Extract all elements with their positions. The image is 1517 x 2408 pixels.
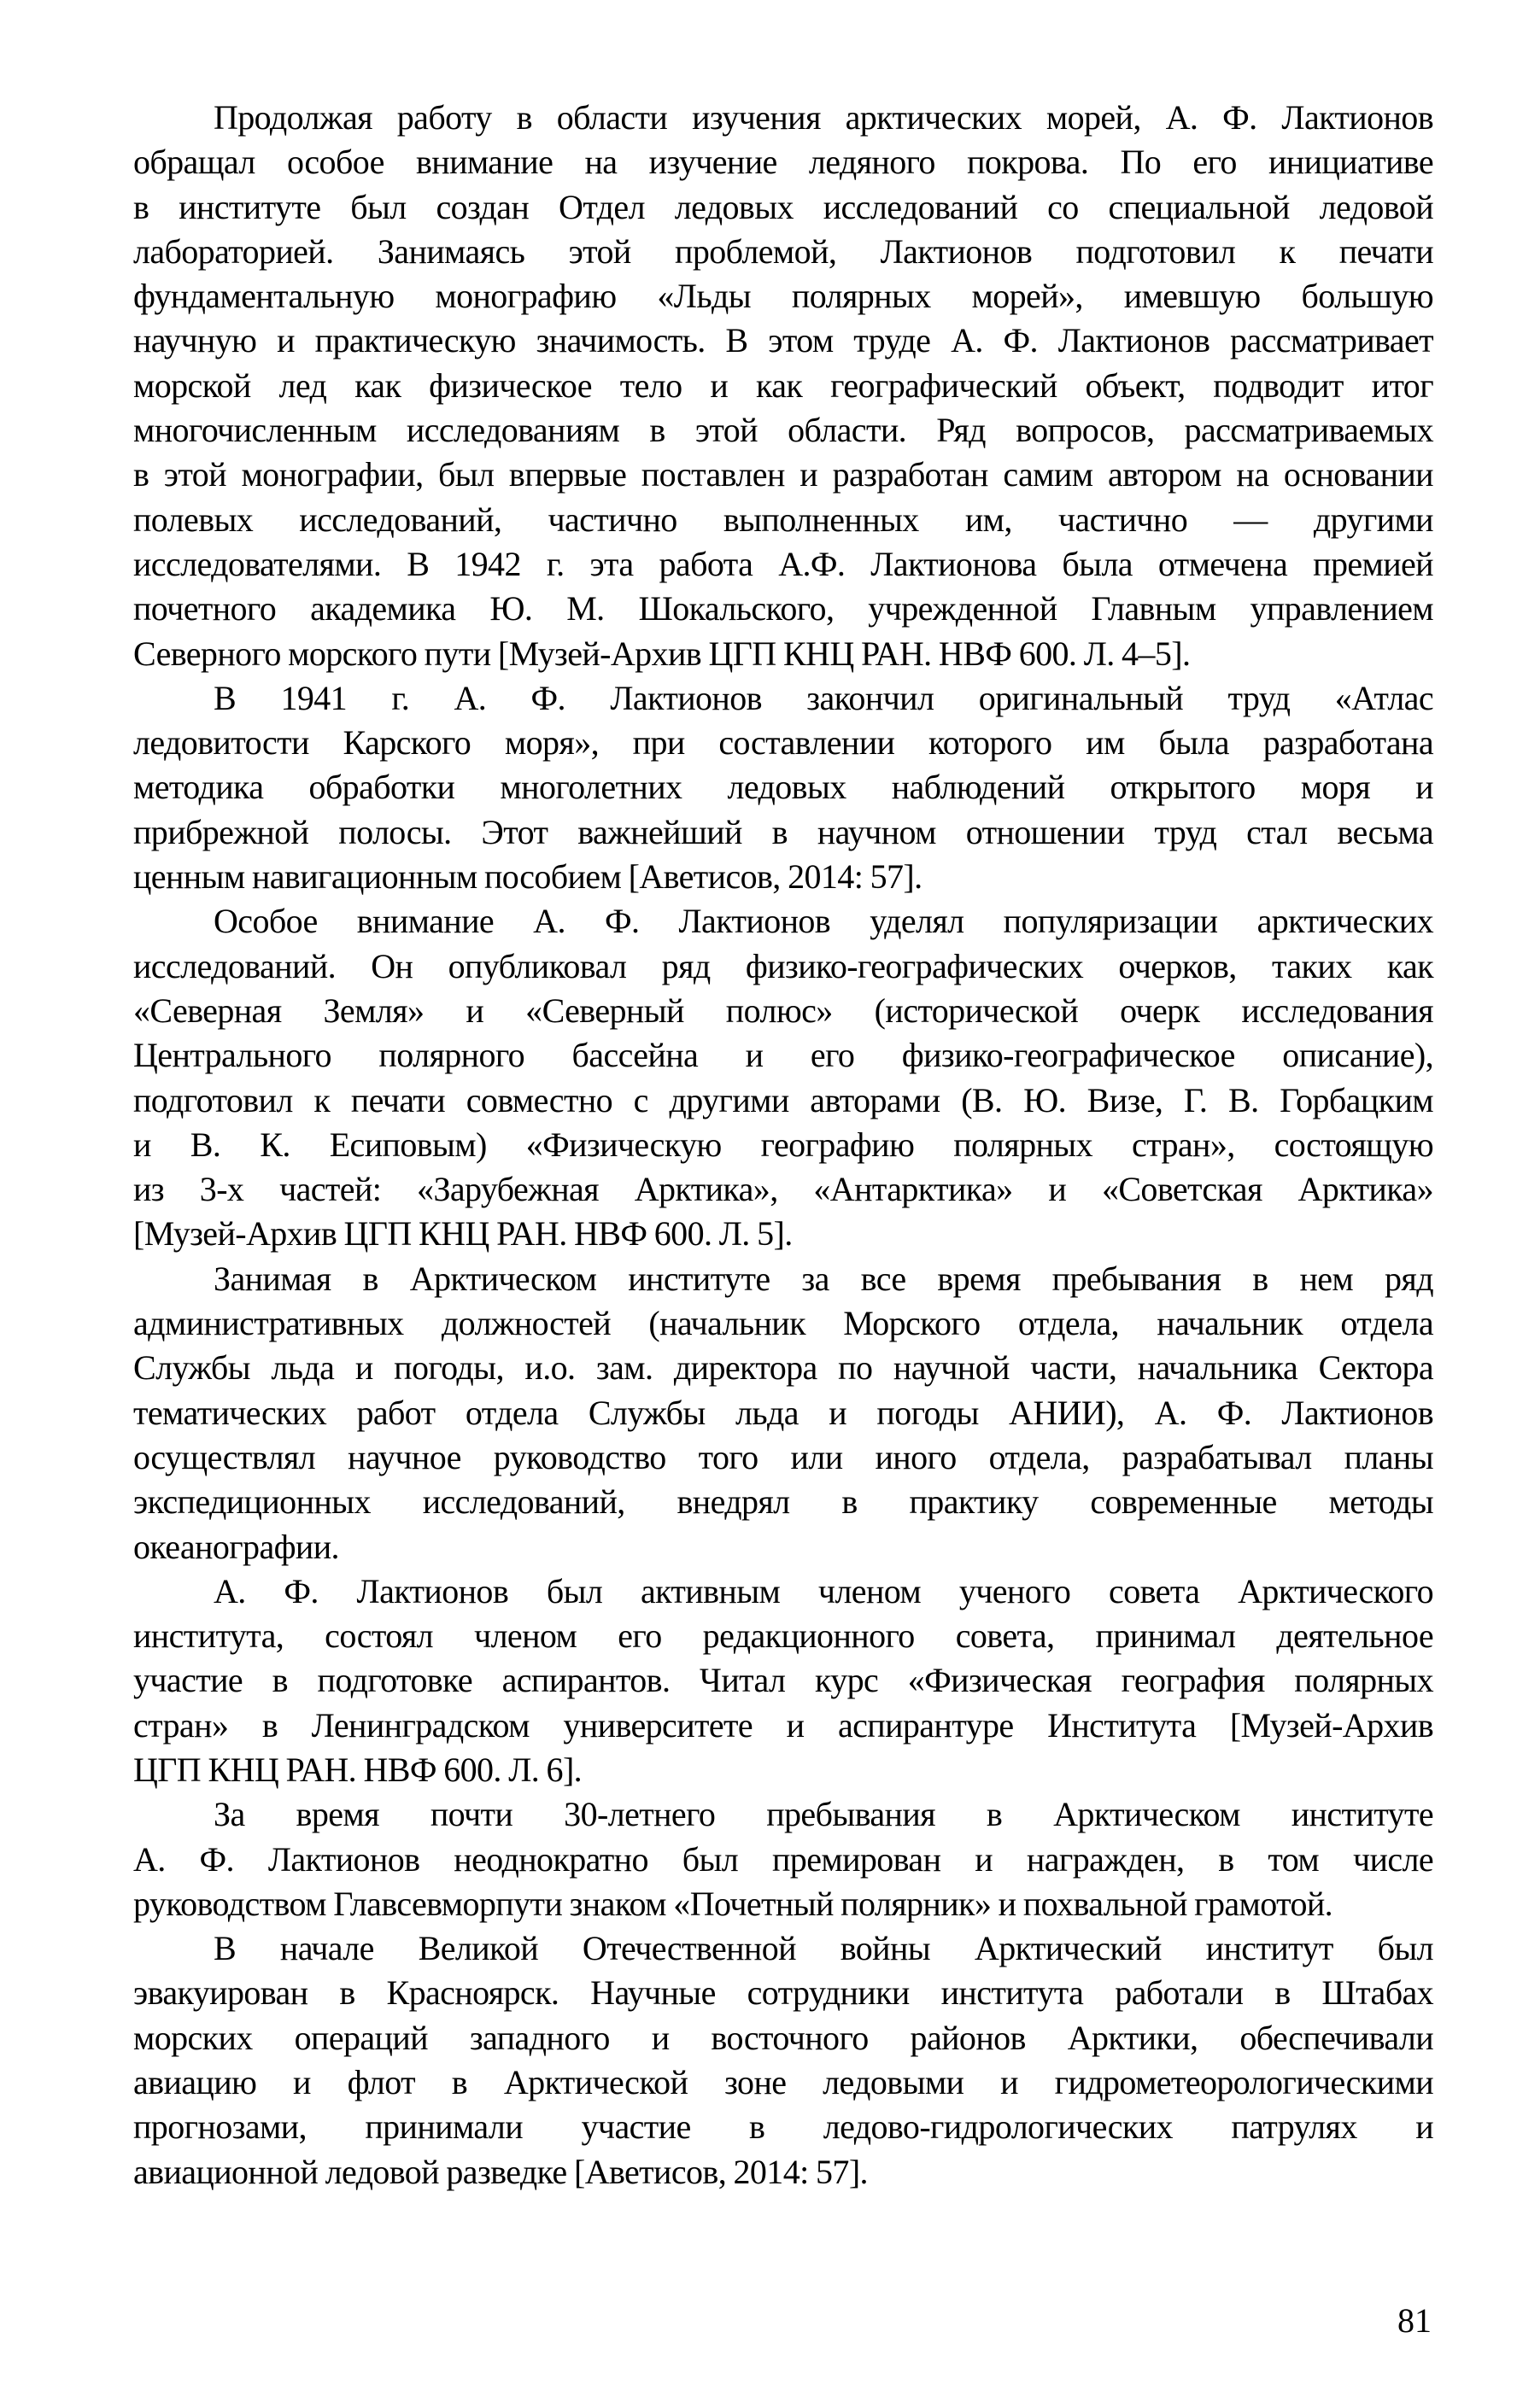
- text-line: «Северная Земля» и «Северный полюс» (исторической очерк исследования: [133, 991, 1433, 1030]
- text-line: Службы льда и погоды, и.о. зам. директора по научной части, начальника Сектора: [133, 1348, 1433, 1388]
- text-line: фундаментальную монографию «Льды полярных морей», имевшую большую: [133, 277, 1433, 316]
- text-line: авиационной ледовой разведке [Аветисов, 2014: 57].: [133, 2152, 868, 2191]
- text-line: [Музей-Архив ЦГП КНЦ РАН. НВФ 600. Л. 5].: [133, 1214, 793, 1254]
- text-line: прогнозами, принимали участие в ледово-гидрологических патрулях и: [133, 2107, 1433, 2147]
- text-line: морской лед как физическое тело и как географический объект, подводит итог: [133, 365, 1433, 405]
- text-line: исследователями. В 1942 г. эта работа А.Ф. Лактионова была отмечена премией: [133, 544, 1433, 583]
- text-line: А. Ф. Лактионов был активным членом ученого совета Арктического: [214, 1571, 1433, 1610]
- text-line: института, состоял членом его редакционного совета, принимал деятельное: [133, 1616, 1433, 1656]
- text-line: стран» в Ленинградском университете и аспирантуре Института [Музей-Архив: [133, 1705, 1433, 1745]
- text-line: экспедиционных исследований, внедрял в практику современные методы: [133, 1482, 1433, 1522]
- text-line: Особое внимание А. Ф. Лактионов уделял популяризации арктических: [214, 902, 1433, 941]
- text-line: и В. К. Есиповым) «Физическую географию полярных стран», состоящую: [133, 1125, 1433, 1164]
- text-line: тематических работ отдела Службы льда и погоды АНИИ), А. Ф. Лактионов: [133, 1393, 1433, 1432]
- paragraph: [133, 676, 1433, 899]
- text-line: Продолжая работу в области изучения арктических морей, А. Ф. Лактионов: [214, 98, 1433, 137]
- text-line: За время почти 30-летнего пребывания в Арктическом институте: [214, 1795, 1433, 1834]
- text-line: эвакуирован в Красноярск. Научные сотрудники института работали в Штабах: [133, 1973, 1433, 2013]
- text-line: многочисленным исследованиям в этой области. Ряд вопросов, рассматриваемых: [133, 411, 1433, 450]
- paragraph: [133, 899, 1433, 1256]
- text-line: осуществлял научное руководство того или иного отдела, разрабатывал планы: [133, 1437, 1433, 1476]
- text-line: исследований. Он опубликовал ряд физико-географических очерков, таких как: [133, 946, 1433, 985]
- text-line: океанографии.: [133, 1527, 339, 1566]
- text-line: ценным навигационным пособием [Аветисов, 2014: 57].: [133, 857, 922, 897]
- text-line: из 3-х частей: «Зарубежная Арктика», «Антарктика» и «Советская Арктика»: [133, 1170, 1433, 1209]
- page-body: [133, 96, 1433, 2195]
- text-line: научную и практическую значимость. В этом труде А. Ф. Лактионов рассматривает: [133, 321, 1433, 360]
- text-line: обращал особое внимание на изучение ледяного покрова. По его инициативе: [133, 143, 1433, 182]
- text-line: в этой монографии, был впервые поставлен и разработан самим автором на основании: [133, 455, 1433, 494]
- text-line: полевых исследований, частично выполненных им, частично — другими: [133, 500, 1433, 539]
- text-line: подготовил к печати совместно с другими авторами (В. Ю. Визе, Г. В. Горбацким: [133, 1080, 1433, 1119]
- text-line: лабораторией. Занимаясь этой проблемой, Лактионов подготовил к печати: [133, 231, 1433, 271]
- paragraph: [133, 96, 1433, 676]
- text-line: В начале Великой Отечественной войны Арктический институт был: [214, 1929, 1433, 1968]
- page-number: 81: [1397, 2301, 1432, 2340]
- text-line: ЦГП КНЦ РАН. НВФ 600. Л. 6].: [133, 1750, 583, 1789]
- text-line: морских операций западного и восточного районов Арктики, обеспечивали: [133, 2018, 1433, 2057]
- text-line: Северного морского пути [Музей-Архив ЦГП КНЦ РАН. НВФ 600. Л. 4–5].: [133, 634, 1191, 673]
- paragraph: [133, 1926, 1433, 2195]
- text-line: методика обработки многолетних ледовых наблюдений открытого моря и: [133, 768, 1433, 807]
- text-line: В 1941 г. А. Ф. Лактионов закончил оригинальный труд «Атлас: [214, 678, 1433, 717]
- paragraph: [133, 1257, 1433, 1569]
- text-line: А. Ф. Лактионов неоднократно был премирован и награжден, в том числе: [133, 1839, 1433, 1879]
- text-line: руководством Главсевморпути знаком «Почетный полярник» и похвальной грамотой.: [133, 1884, 1333, 1923]
- text-line: участие в подготовке аспирантов. Читал курс «Физическая география полярных: [133, 1661, 1433, 1700]
- text-line: ледовитости Карского моря», при составлении которого им была разработана: [133, 723, 1433, 763]
- paragraph: [133, 1569, 1433, 1792]
- paragraph: [133, 1792, 1433, 1926]
- text-line: авиацию и флот в Арктической зоне ледовыми и гидрометеорологическими: [133, 2063, 1433, 2102]
- text-line: в институте был создан Отдел ледовых исследований со специальной ледовой: [133, 187, 1433, 226]
- text-line: административных должностей (начальник Морского отдела, начальник отдела: [133, 1304, 1433, 1343]
- text-line: почетного академика Ю. М. Шокальского, учрежденной Главным управлением: [133, 589, 1433, 628]
- text-line: Центрального полярного бассейна и его физико-географическое описание),: [133, 1036, 1433, 1075]
- text-line: прибрежной полосы. Этот важнейший в научном отношении труд стал весьма: [133, 812, 1433, 851]
- text-line: Занимая в Арктическом институте за все время пребывания в нем ряд: [214, 1259, 1433, 1298]
